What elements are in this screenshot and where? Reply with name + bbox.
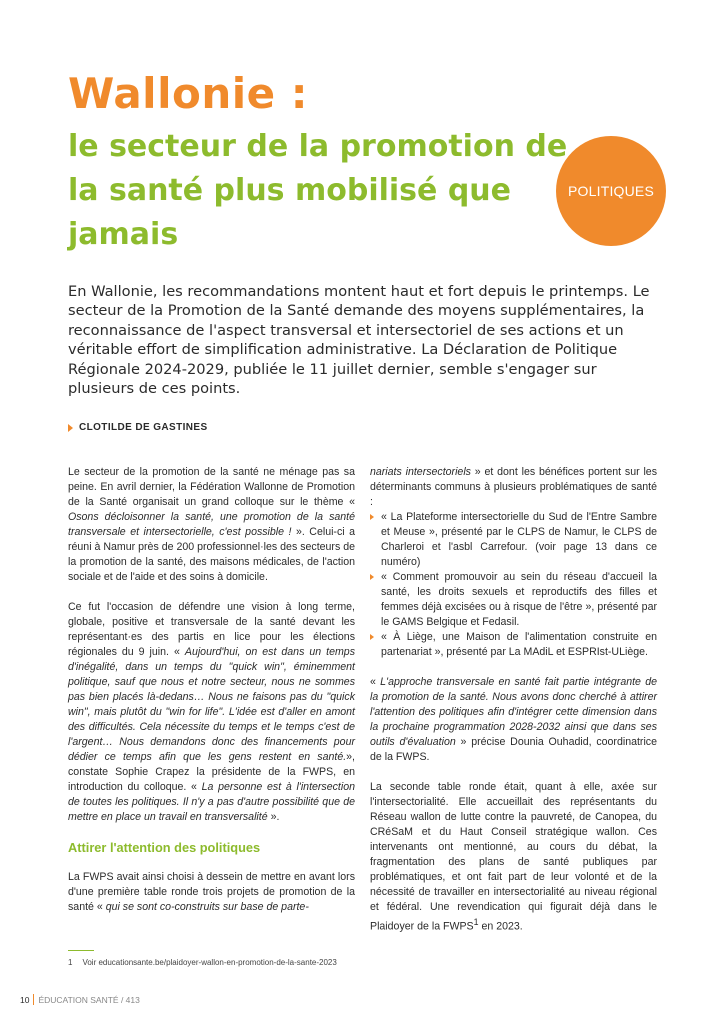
left-column	[68, 465, 355, 915]
page-number: 10	[20, 994, 30, 1005]
footnote-divider	[68, 950, 94, 951]
body-paragraph: Ce fut l'occasion de défendre une vision à long terme, globale, positive et transversale de la santé devant les représentant·es des partis en lice pour les élections régionales du 9 juin. « Aujourd'hui, on est dans un temps d'inégalité, dans un temps du "quick win", éminemment politique, sauf que nous et notre secteur, nous ne sommes pas bien placés là-dedans… Nous ne faisons pas du "quick win", mais plutôt du "win for life". L'idée est d'aller en amont des difficultés. Cela nécessite du temps et le temps c'est de l'argent… Nous demandons donc des financements pour dédier ce temps afin que les gens restent en santé.», constate Sophie Crapez la présidente de la FWPS, en introduction du colloque. « La personne est à l'intersection de toutes les politiques. Il n'y a pas d'autre possibilité que de mettre en place un travail en transversalité ».	[68, 601, 355, 823]
body-paragraph: La seconde table ronde était, quant à elle, axée sur l'intersectorialité. Elle accueillait des représentants du Réseau wallon de lutte contre la pauvreté, de Canopea, du CRéSaM et du Haut Conseil stratégique wallon. Ces intervenants ont mentionné, au cours du débat, la fragmentation des plans de santé publiques par problématiques, et ont fait part de leur volonté et de la nécessité de travailler en intersectorialité au niveau régional et fédéral. Une revendication qui figurait déjà dans le Plaidoyer de la FWPS$^1$ en 2023.	[370, 781, 657, 933]
list-item: « Comment promouvoir au sein du réseau d'accueil la santé, les droits sexuels et reproductifs des filles et femmes déjà excisées ou à risque de l'être », présenté par le GAMS Belgique et Fedasil.	[370, 570, 657, 630]
list-item: « La Plateforme intersectorielle du Sud de l'Entre Sambre et Meuse », présenté par le CLPS de Namur, le CLPS de Charleroi et l'asbl Carrefour. (voir page 13 dans ce numéro)	[370, 510, 657, 570]
body-paragraph: Le secteur de la promotion de la santé ne ménage pas sa peine. En avril dernier, la Fédération Wallonne de Promotion de la Santé organisait un grand colloque sur le thème « Osons décloisonner la santé, une promotion de la santé transversale et intersectorielle, c'est possible ! ». Celui-ci a réuni à Namur près de 200 professionnel·les des secteurs de la promotion de la santé, des maisons médicales, de l'action sociale et de l'aide et des soins à domicile.	[68, 466, 355, 583]
section-heading: Attirer l'attention des politiques	[68, 840, 261, 855]
right-column	[370, 465, 657, 950]
footnote-text: Voir educationsante.be/plaidoyer-wallon-en-promotion-de-la-sante-2023	[82, 958, 337, 967]
triangle-bullet-icon	[370, 634, 374, 640]
body-paragraph: La FWPS avait ainsi choisi à dessein de mettre en avant lors d'une première table ronde trois projets de promotion de la santé « qui se sont co-construits sur base de parte-	[68, 871, 355, 913]
author-line	[68, 422, 208, 433]
publication-name: ÉDUCATION SANTÉ / 413	[38, 994, 140, 1005]
triangle-bullet-icon	[68, 424, 73, 432]
article-title: Wallonie :	[68, 69, 309, 118]
body-paragraph: nariats intersectoriels » et dont les bénéfices portent sur les déterminants communs à plusieurs problématiques de santé :	[370, 466, 657, 508]
category-badge: POLITIQUES	[556, 136, 666, 246]
triangle-bullet-icon	[370, 514, 374, 520]
project-list	[370, 510, 657, 660]
footer-divider	[33, 994, 34, 1005]
article-subtitle: le secteur de la promotion de la santé plus mobilisé que jamais	[68, 129, 568, 252]
lead-paragraph: En Wallonie, les recommandations montent haut et fort depuis le printemps. Le secteur de la Promotion de la Santé demande des moyens supplémentaires, la reconnaissance de l'aspect transversal et intersectoriel de ses actions et un véritable effort de simplification administrative. La Déclaration de Politique Régionale 2024-2029, publiée le 11 juillet dernier, semble s'engager sur plusieurs de ces points.	[68, 283, 650, 398]
footnote-number: 1	[68, 958, 73, 967]
body-paragraph: « L'approche transversale en santé fait partie intégrante de la promotion de la santé. Nous avons donc cherché à attirer l'attention des politiques afin d'intégrer cette dimension dans la prochaine programmation 2028-2032 ainsi que dans ses outils d'évaluation » précise Dounia Ouhadid, coordinatrice de la FWPS.	[370, 676, 657, 763]
footnote	[68, 958, 337, 967]
footnote-ref[interactable]: 1	[473, 917, 479, 927]
author-name: CLOTILDE DE GASTINES	[79, 422, 208, 433]
page-footer	[20, 994, 140, 1005]
triangle-bullet-icon	[370, 574, 374, 580]
list-item: « À Liège, une Maison de l'alimentation construite en partenariat », présenté par La MAdiL et ESPRIst-ULiège.	[370, 630, 657, 660]
